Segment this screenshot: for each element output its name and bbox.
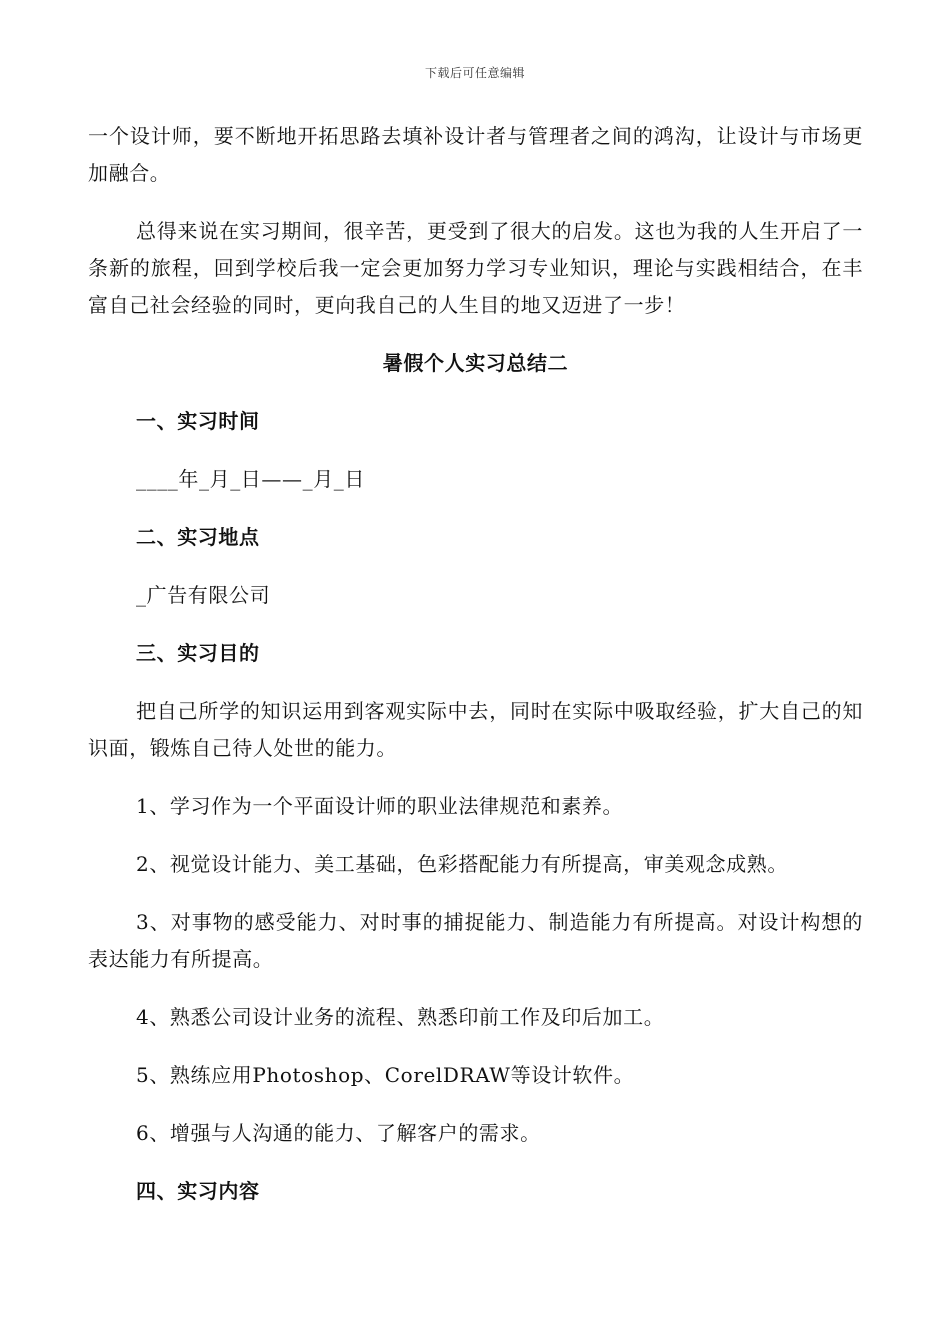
heading-internship-purpose: 三、实习目的	[136, 641, 260, 665]
list-item: 3、对事物的感受能力、对时事的捕捉能力、制造能力有所提高。对设计构想的表达能力有所提高。	[88, 910, 863, 971]
section-title: 暑假个人实习总结二	[382, 351, 569, 375]
paragraph-2: 总得来说在实习期间，很辛苦，更受到了很大的启发。这也为我的人生开启了一条新的旅程，回到学校后我一定会更加努力学习专业知识，理论与实践相结合，在丰富自己社会经验的同时，更向我自己的人生目的地又迈进了一步！	[88, 219, 863, 317]
paragraph-1: 一个设计师，要不断地开拓思路去填补设计者与管理者之间的鸿沟，让设计与市场更加融合。	[88, 124, 863, 185]
list-item: 2、视觉设计能力、美工基础，色彩搭配能力有所提高，审美观念成熟。	[136, 852, 788, 876]
list-item: 1、学习作为一个平面设计师的职业法律规范和素养。	[136, 794, 624, 818]
list-item: 4、熟悉公司设计业务的流程、熟悉印前工作及印后加工。	[136, 1005, 665, 1029]
internship-time-value: ____年_月_日——_月_日	[136, 467, 365, 491]
heading-internship-location: 二、实习地点	[136, 525, 260, 549]
page-header: 下载后可任意编辑	[424, 66, 525, 80]
list-item: 6、增强与人沟通的能力、了解客户的需求。	[136, 1121, 541, 1145]
list-item: 5、熟练应用Photoshop、CorelDRAW等设计软件。	[136, 1063, 635, 1087]
internship-purpose-text: 把自己所学的知识运用到客观实际中去，同时在实际中吸取经验，扩大自己的知识面，锻炼自己待人处世的能力。	[88, 699, 863, 760]
heading-internship-content: 四、实习内容	[136, 1179, 260, 1203]
heading-internship-time: 一、实习时间	[136, 409, 260, 433]
document-body	[88, 118, 863, 1210]
internship-location-value: _广告有限公司	[136, 583, 271, 607]
